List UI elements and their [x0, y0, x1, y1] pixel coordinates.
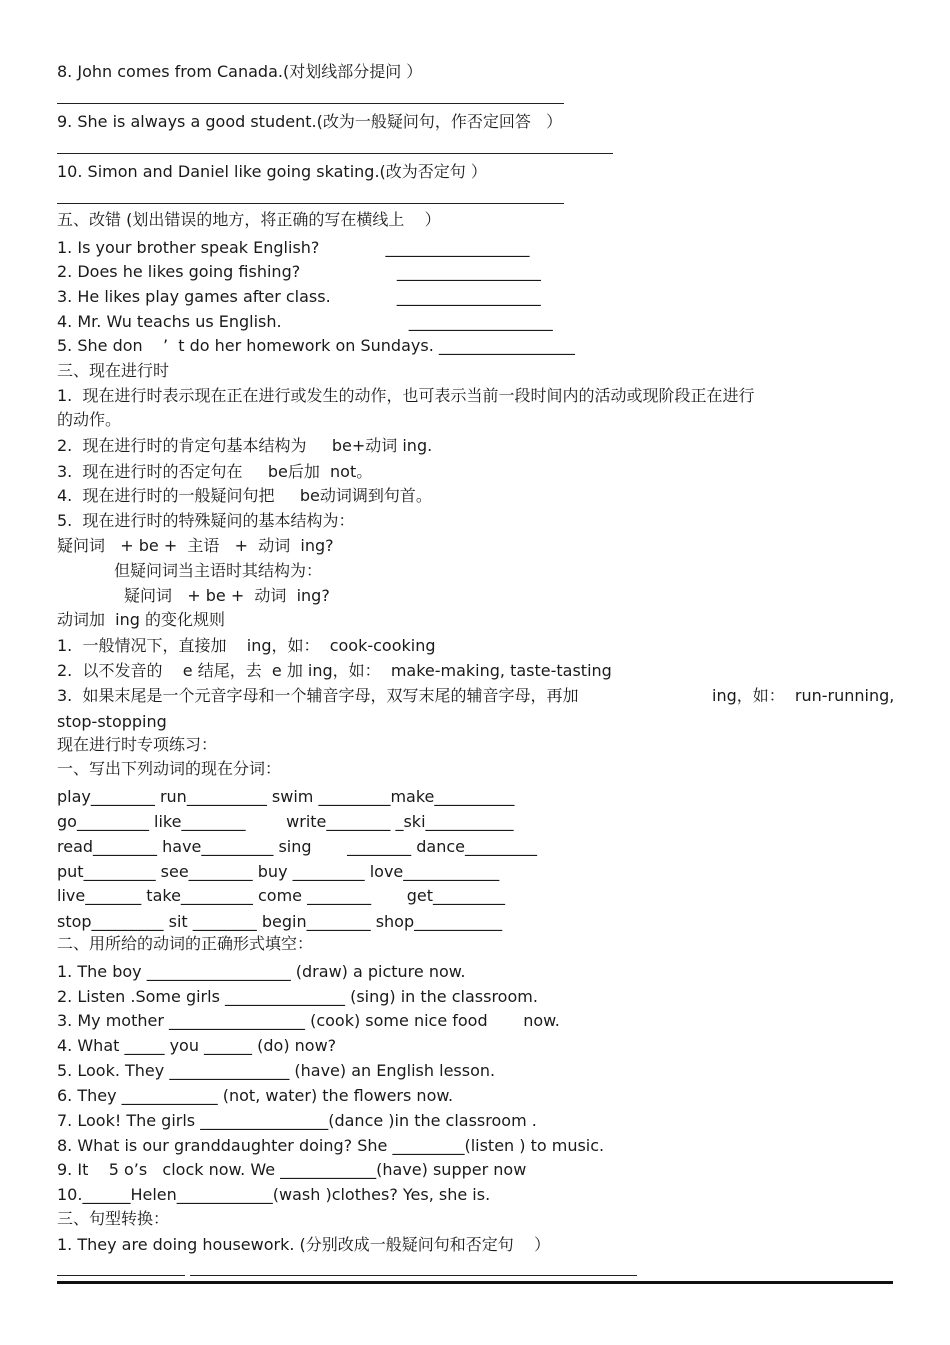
text-line: go_________ like________ write________ _ski___________	[57, 812, 514, 831]
text-line: stop-stopping	[57, 712, 167, 731]
text-line: 疑问词 + be + 主语 + 动词 ing?	[57, 536, 334, 555]
answer-line	[57, 153, 613, 154]
text-line: 3. 现在进行时的否定句在 be后加 not。	[57, 462, 373, 481]
text-line: 10.______Helen____________(wash )clothes? Yes, she is.	[57, 1185, 491, 1204]
text-line: 1. 现在进行时表示现在正在进行或发生的动作，也可表示当前一段时间内的活动或现阶段正在进行	[57, 386, 755, 405]
answer-line	[190, 1275, 637, 1276]
text-line: put_________ see________ buy _________ love____________	[57, 862, 500, 881]
text-line: 1. 一般情况下，直接加 ing，如： cook-cooking	[57, 636, 436, 655]
answer-line	[57, 1275, 185, 1276]
text-line: 2. 现在进行时的肯定句基本结构为 be+动词 ing.	[57, 436, 433, 455]
text-line: 一、写出下列动词的现在分词：	[57, 759, 282, 778]
text-line: 4. 现在进行时的一般疑问句把 be动词调到句首。	[57, 486, 432, 505]
page-bottom-rule	[57, 1281, 893, 1284]
text-line: 三、现在进行时	[57, 361, 170, 380]
text-line: stop_________ sit ________ begin________ shop___________	[57, 912, 503, 931]
text-line: 动词加 ing 的变化规则	[57, 610, 226, 629]
text-line: 但疑问词当主语时其结构为：	[114, 561, 323, 580]
text-line: 1. They are doing housework. (分别改成一般疑问句和否定句 ）	[57, 1235, 551, 1254]
text-line: 8. What is our granddaughter doing? She _________(listen ) to music.	[57, 1136, 605, 1155]
text-line: 6. They ____________ (not, water) the flowers now.	[57, 1086, 454, 1105]
text-line: 3. He likes play games after class. __________________	[57, 287, 541, 306]
text-line: 9. She is always a good student.(改为一般疑问句，作否定回答 ）	[57, 112, 563, 131]
text-line: 2. Listen .Some girls _______________ (sing) in the classroom.	[57, 987, 538, 1006]
text-line: 2. 以不发音的 e 结尾，去 e 加 ing，如： make-making, taste-tasting	[57, 661, 612, 680]
text-line: 五、改错 (划出错误的地方，将正确的写在横线上 ）	[57, 210, 441, 229]
text-line: 5. 现在进行时的特殊疑问的基本结构为：	[57, 511, 355, 530]
text-line: 现在进行时专项练习：	[57, 735, 218, 754]
text-line: 5. Look. They _______________ (have) an English lesson.	[57, 1061, 496, 1080]
answer-line	[57, 203, 564, 204]
text-line: 二、用所给的动词的正确形式填空：	[57, 934, 314, 953]
text-line: ing，如： run-running,	[712, 686, 895, 705]
text-line: 疑问词 + be + 动词 ing?	[124, 586, 330, 605]
text-line: 4. What _____ you ______ (do) now?	[57, 1036, 337, 1055]
text-line: 10. Simon and Daniel like going skating.(改为否定句 ）	[57, 162, 487, 181]
text-line: 的动作。	[57, 410, 122, 429]
text-line: 7. Look! The girls ________________(dance )in the classroom .	[57, 1111, 537, 1130]
text-line: read________ have_________ sing ________ dance_________	[57, 837, 537, 856]
text-line: 8. John comes from Canada.(对划线部分提问 ）	[57, 62, 423, 81]
text-line: 3. 如果末尾是一个元音字母和一个辅音字母，双写末尾的辅音字母，再加	[57, 686, 579, 705]
answer-line	[57, 103, 564, 104]
text-line: 1. The boy __________________ (draw) a picture now.	[57, 962, 466, 981]
text-line: 1. Is your brother speak English? __________________	[57, 238, 530, 257]
text-line: live_______ take_________ come ________ get_________	[57, 886, 505, 905]
text-line: 2. Does he likes going fishing? __________________	[57, 262, 541, 281]
text-line: 三、句型转换：	[57, 1209, 170, 1228]
text-line: 5. She don ’ t do her homework on Sundays. _________________	[57, 336, 575, 355]
text-line: 9. It 5 o’s clock now. We ____________(have) supper now	[57, 1160, 527, 1179]
text-line: 4. Mr. Wu teachs us English. __________________	[57, 312, 553, 331]
text-line: play________ run__________ swim _________make__________	[57, 787, 515, 806]
text-line: 3. My mother _________________ (cook) some nice food now.	[57, 1011, 560, 1030]
